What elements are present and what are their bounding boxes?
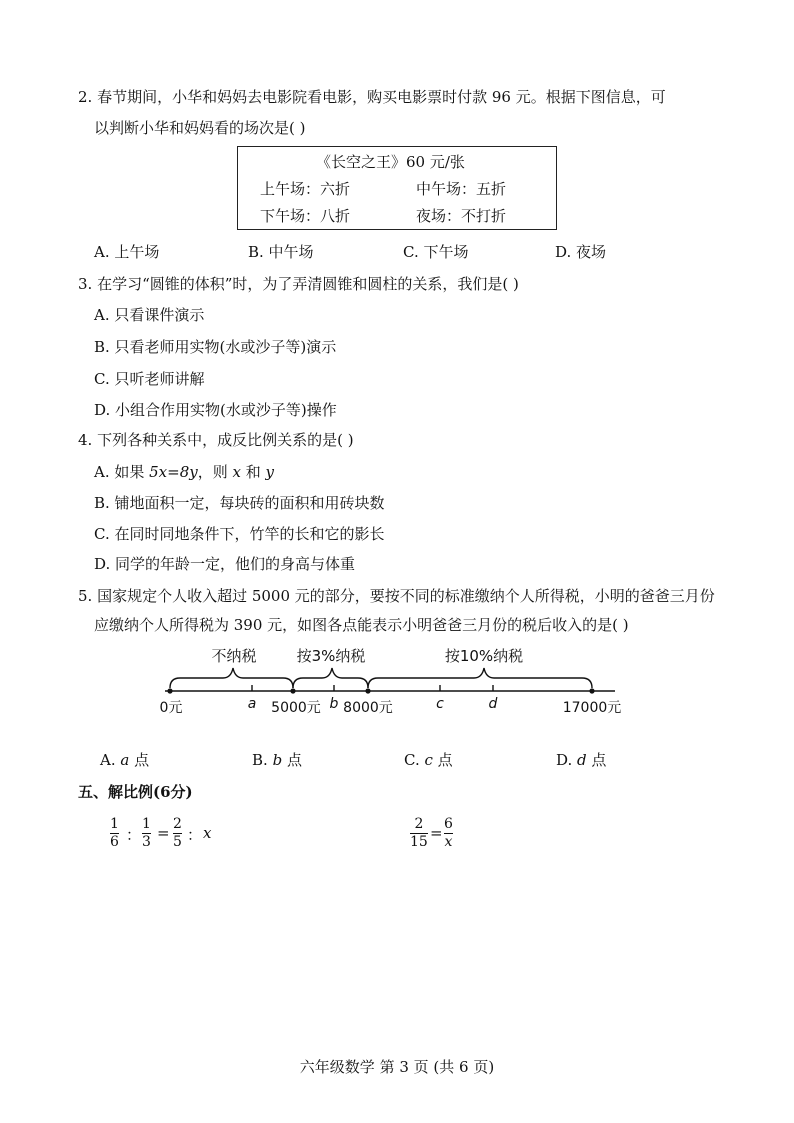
eq1-frac3: 2 5 <box>173 816 182 850</box>
brace-3pct <box>293 668 368 688</box>
q4-a-x: x <box>232 463 241 481</box>
point-5000 <box>290 688 295 693</box>
q5-option-b: B. b 点 <box>252 751 302 769</box>
q3-option-b: B. 只看老师用实物(水或沙子等)演示 <box>94 338 337 356</box>
tick-label-c: c <box>436 696 444 712</box>
point-0 <box>167 688 172 693</box>
ticket-price-box <box>237 146 557 230</box>
q2-option-c: C. 下午场 <box>403 243 469 261</box>
eq1-colon1: ： <box>126 826 142 844</box>
q4-a-prefix: A. 如果 <box>94 463 150 481</box>
brace-no-tax <box>170 668 293 688</box>
eq1-colon2: ： <box>187 826 203 844</box>
point-8000 <box>365 688 370 693</box>
q2-option-d: D. 夜场 <box>555 243 607 261</box>
q4-option-c: C. 在同时同地条件下，竹竿的长和它的影长 <box>94 525 385 543</box>
section-5-title: 五、解比例(6分) <box>78 783 193 801</box>
ticket-morning: 上午场：六折 <box>260 180 351 198</box>
q3-option-a: A. 只看课件演示 <box>94 306 205 324</box>
q4-a-y: y <box>265 463 275 481</box>
q4-stem: 4. 下列各种关系中，成反比例关系的是( ) <box>78 431 354 449</box>
q5-line2: 应缴纳个人所得税为 390 元，如图各点能表示小明爸爸三月份的税后收入的是( ) <box>94 616 629 634</box>
q5-option-c: C. c 点 <box>404 751 453 769</box>
ticket-noon: 中午场：五折 <box>416 180 507 198</box>
ticket-title: 《长空之王》60 元/张 <box>316 153 465 171</box>
tax-number-line-diagram <box>0 642 794 722</box>
eq2-frac2: 6 x <box>444 816 453 850</box>
q2-option-b: B. 中午场 <box>248 243 314 261</box>
eq1-frac2: 1 3 <box>142 816 151 850</box>
brace-label-3pct: 按3%纳税 <box>296 647 366 665</box>
tick-label-b: b <box>329 696 339 712</box>
ticket-afternoon: 下午场：八折 <box>260 207 351 225</box>
q3-option-c: C. 只听老师讲解 <box>94 370 205 388</box>
eq2-frac1: 2 15 <box>410 816 428 850</box>
q3-stem: 3. 在学习“圆锥的体积”时，为了弄清圆锥和圆柱的关系，我们是( ) <box>78 275 519 293</box>
q5-line1: 5. 国家规定个人收入超过 5000 元的部分，要按不同的标准缴纳个人所得税，小明的爸爸三月份 <box>78 587 715 605</box>
q4-a-mid: ，则 <box>197 463 233 481</box>
tick-label-8000: 8000元 <box>343 700 393 716</box>
brace-10pct <box>368 668 592 688</box>
q4-option-d: D. 同学的年龄一定，他们的身高与体重 <box>94 555 356 573</box>
q2-line2: 以判断小华和妈妈看的场次是( ) <box>94 119 306 137</box>
brace-label-no-tax: 不纳税 <box>211 647 257 665</box>
point-17000 <box>589 688 594 693</box>
q5-option-a: A. a 点 <box>100 751 150 769</box>
tick-label-a: a <box>247 696 257 712</box>
q2-line1: 2. 春节期间，小华和妈妈去电影院看电影，购买电影票时付款 96 元。根据下图信息，可 <box>78 88 666 106</box>
eq1-equals: = <box>157 824 170 842</box>
eq1-frac1: 1 6 <box>110 816 119 850</box>
q2-option-a: A. 上午场 <box>94 243 160 261</box>
tick-label-17000: 17000元 <box>562 700 622 716</box>
tick-label-d: d <box>488 696 498 712</box>
q4-a-and: 和 <box>240 463 266 481</box>
brace-label-10pct: 按10%纳税 <box>444 647 524 665</box>
eq1-x: x <box>203 824 212 842</box>
eq2-equals: = <box>430 824 443 842</box>
q4-option-a <box>94 461 274 482</box>
q4-option-b: B. 铺地面积一定，每块砖的面积和用砖块数 <box>94 494 385 512</box>
page-footer: 六年级数学 第 3 页 (共 6 页) <box>299 1058 495 1076</box>
q3-option-d: D. 小组合作用实物(水或沙子等)操作 <box>94 401 337 419</box>
q5-option-d: D. d 点 <box>556 751 607 769</box>
tick-label-5000: 5000元 <box>271 700 321 716</box>
ticket-night: 夜场：不打折 <box>416 207 507 225</box>
q4-a-equation: 5x=8y <box>149 463 198 481</box>
tick-label-0: 0元 <box>159 700 183 716</box>
